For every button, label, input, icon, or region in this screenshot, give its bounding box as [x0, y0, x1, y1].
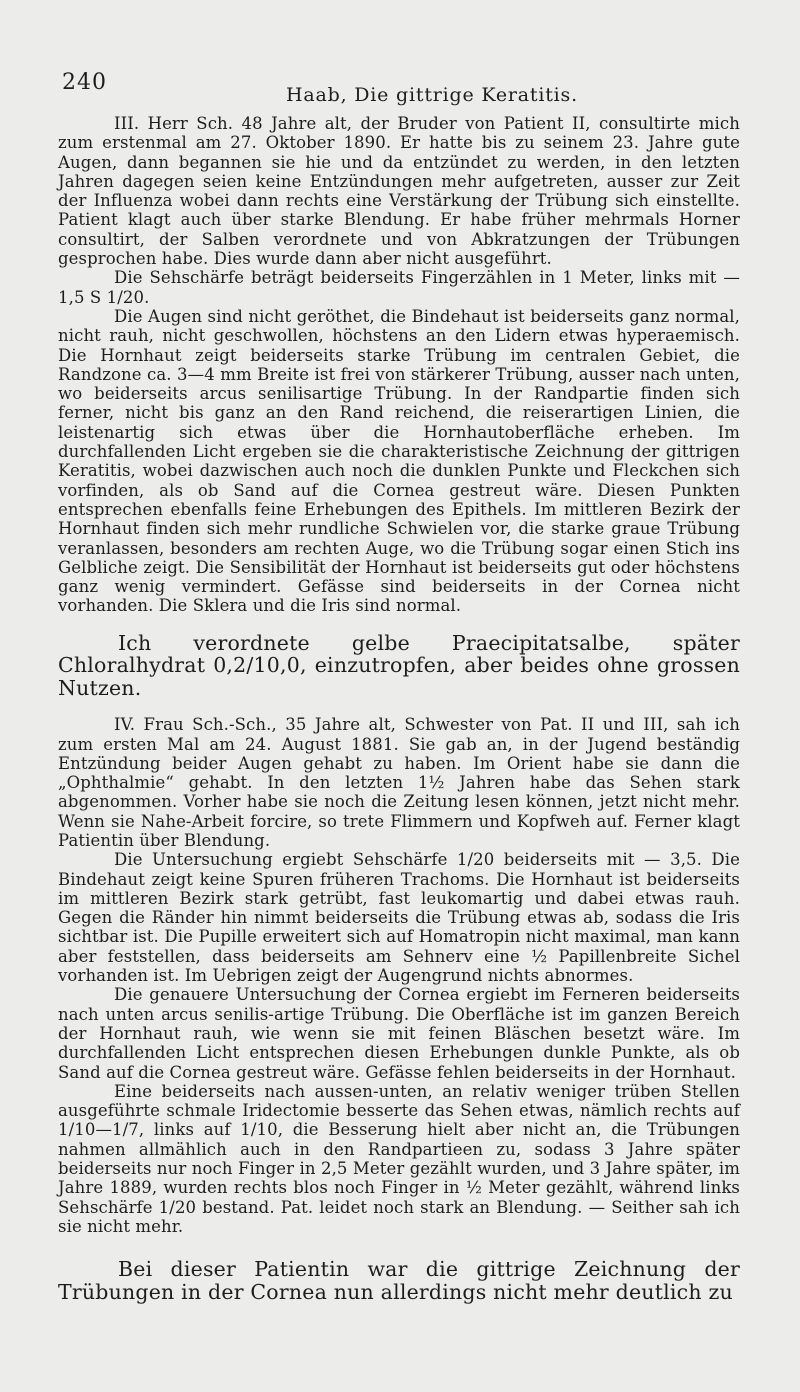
page-header	[58, 70, 740, 114]
closing-note: Bei dieser Patientin war die gittrige Zeichnung der Trübungen in der Cornea nun allerdings nicht mehr deutlich zu	[58, 1257, 740, 1304]
case-four-section	[58, 715, 740, 1236]
treatment-note: Ich verordnete gelbe Praecipitatsalbe, später Chloralhydrat 0,2/10,0, einzutropfen, aber beides ohne grossen Nutzen.	[58, 630, 740, 700]
case-four-cornea-findings: Die genauere Untersuchung der Cornea ergiebt im Ferneren beiderseits nach unten arcus senilis-artige Trübung. Die Oberfläche ist im ganzen Bereich der Hornhaut rauh, wie wenn sie mit feinen Bläschen besetzt wäre. Im durchfallenden Licht entsprechen diesen Erhebungen dunkle Punkte, als ob Sand auf die Cornea gestreut wäre. Gefässe fehlen beiderseits in der Hornhaut.	[58, 985, 740, 1082]
case-three-findings: Die Augen sind nicht geröthet, die Bindehaut ist beiderseits ganz normal, nicht rauh, nicht geschwollen, höchstens an den Lidern etwas hyperaemisch. Die Hornhaut zeigt beiderseits starke Trübung im centralen Gebiet, die Randzone ca. 3—4 mm Breite ist frei von stärkerer Trübung, ausser nach unten, wo beiderseits arcus senilisartige Trübung. In der Randpartie finden sich ferner, nicht bis ganz an den Rand reichend, die reiserartigen Linien, die leistenartig sich etwas über die Hornhautoberfläche erheben. Im durchfallenden Licht ergeben sie die charakteristische Zeichnung der gittrigen Keratitis, wobei dazwischen auch noch die dunklen Punkte und Fleckchen sich vorfinden, als ob Sand auf die Cornea gestreut wäre. Diesen Punkten entsprechen ebenfalls feine Erhebungen des Epithels. Im mittleren Bezirk der Hornhaut finden sich mehr rundliche Schwielen vor, die starke graue Trübung veranlassen, besonders am rechten Auge, wo die Trübung sogar einen Stich ins Gelbliche zeigt. Die Sensibilität der Hornhaut ist beiderseits gut oder höchstens ganz wenig vermindert. Gefässe sind beiderseits in der Cornea nicht vorhanden. Die Sklera und die Iris sind normal.	[58, 306, 740, 616]
running-title: Haab, Die gittrige Keratitis.	[286, 84, 578, 106]
page-number: 240	[62, 70, 107, 95]
case-four-examination: Die Untersuchung ergiebt Sehschärfe 1/20 beiderseits mit — 3,5. Die Bindehaut zeigt keine Spuren früheren Trachoms. Die Hornhaut ist beiderseits im mittleren Bezirk stark getrübt, fast leukomartig und dabei etwas rauh. Gegen die Ränder hin nimmt beiderseits die Trübung etwas ab, sodass die Iris sichtbar ist. Die Pupille erweitert sich auf Homatropin nicht maximal, man kann aber feststellen, dass beiderseits am Sehnerv eine ½ Papillenbreite Sichel vorhanden ist. Im Uebrigen zeigt der Augengrund nichts abnormes.	[58, 850, 740, 986]
case-three-visual-acuity: Die Sehschärfe beträgt beiderseits Fingerzählen in 1 Meter, links mit — 1,5 S 1/20.	[58, 268, 740, 307]
case-three-section	[58, 114, 740, 616]
case-four-history: IV. Frau Sch.-Sch., 35 Jahre alt, Schwester von Pat. II und III, sah ich zum ersten Mal am 24. August 1881. Sie gab an, in der Jugend beständig Entzündung beider Augen gehabt zu haben. Im Orient habe sie dann die „Ophthalmie“ gehabt. In den letzten 1½ Jahren habe das Sehen stark abgenommen. Vorher habe sie noch die Zeitung lesen können, jetzt nicht mehr. Wenn sie Nahe-Arbeit forcire, so trete Flimmern und Kopfweh auf. Ferner klagt Patientin über Blendung.	[58, 715, 740, 850]
case-four-iridectomy: Eine beiderseits nach aussen-unten, an relativ weniger trüben Stellen ausgeführte schmale Iridectomie besserte das Sehen etwas, nämlich rechts auf 1/10—1/7, links auf 1/10, die Besserung hielt aber nicht an, die Trübungen nahmen allmählich auch in den Randpartieen zu, sodass 3 Jahre später beiderseits nur noch Finger in 2,5 Meter gezählt wurden, und 3 Jahre später, im Jahre 1889, wurden rechts blos noch Finger in ½ Meter gezählt, während links Sehschärfe 1/20 bestand. Pat. leidet noch stark an Blendung. — Seither sah ich sie nicht mehr.	[58, 1081, 740, 1236]
case-three-history: III. Herr Sch. 48 Jahre alt, der Bruder von Patient II, consultirte mich zum erstenmal am 27. Oktober 1890. Er hatte bis zu seinem 23. Jahre gute Augen, dann begannen sie hie und da entzündet zu werden, in den letzten Jahren dagegen seien keine Entzündungen mehr aufgetreten, ausser zur Zeit der Influenza wobei dann rechts eine Verstärkung der Trübung sich einstellte. Patient klagt auch über starke Blendung. Er habe früher mehrmals Horner consultirt, der Salben verordnete und von Abkratzungen der Trübungen gesprochen habe. Dies wurde dann aber nicht ausgeführt.	[58, 114, 740, 269]
